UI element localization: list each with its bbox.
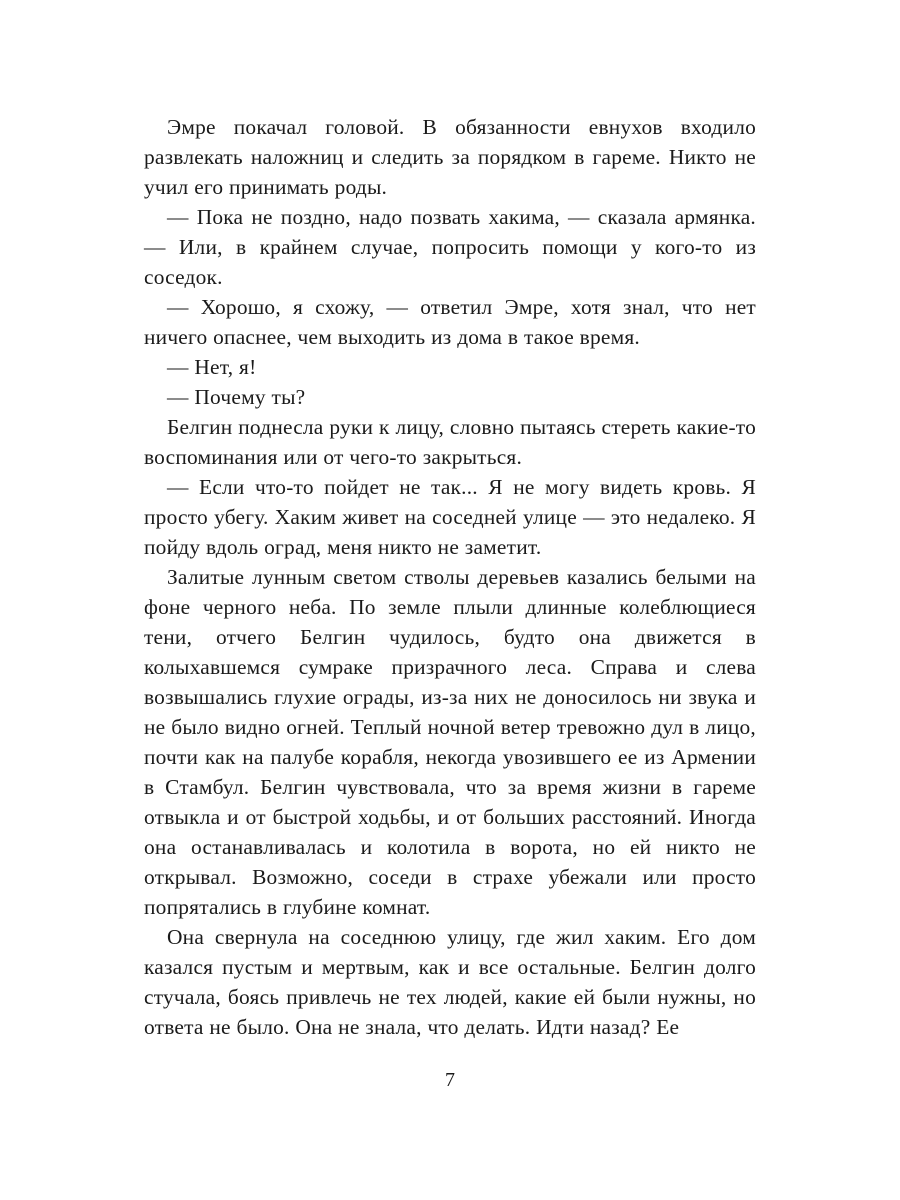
paragraph: — Если что-то пойдет не так... Я не могу видеть кровь. Я просто убегу. Хаким живет на соседней улице — это недалеко. Я пойду вдоль оград, меня никто не заметит. — [144, 475, 756, 559]
paragraph: — Нет, я! — [167, 355, 257, 379]
paragraph: Белгин поднесла руки к лицу, словно пытаясь стереть какие-то воспоминания или от чего-то закрыться. — [144, 415, 756, 469]
page-text-column — [144, 112, 756, 1042]
paragraph: Залитые лунным светом стволы деревьев казались белыми на фоне черного неба. По земле плыли длинные колеблющиеся тени, отчего Белгин чудилось, будто она движется в колыхавшемся сумраке призрачного леса. Справа и слева возвышались глухие ограды, из-за них не доносилось ни звука и не было видно огней. Теплый ночной ветер тревожно дул в лицо, почти как на палубе корабля, некогда увозившего ее из Армении в Стамбул. Белгин чувствовала, что за время жизни в гареме отвыкла и от быстрой ходьбы, и от больших расстояний. Иногда она останавливалась и колотила в ворота, но ей никто не открывал. Возможно, соседи в страхе убежали или просто попрятались в глубине комнат. — [144, 565, 756, 919]
paragraph: Эмре покачал головой. В обязанности евнухов входило развлекать наложниц и следить за порядком в гареме. Никто не учил его принимать роды. — [144, 115, 756, 199]
paragraph: Она свернула на соседнюю улицу, где жил хаким. Его дом казался пустым и мертвым, как и все остальные. Белгин долго стучала, боясь привлечь не тех людей, какие ей были нужны, но ответа не было. Она не знала, что делать. Идти назад? Ее — [144, 925, 756, 1039]
paragraph: — Почему ты? — [167, 385, 306, 409]
page-number: 7 — [445, 1069, 455, 1091]
paragraph: — Хорошо, я схожу, — ответил Эмре, хотя знал, что нет ничего опаснее, чем выходить из дома в такое время. — [144, 295, 756, 349]
paragraph: — Пока не поздно, надо позвать хакима, — сказала армянка. — Или, в крайнем случае, попросить помощи у кого-то из соседок. — [144, 205, 756, 289]
